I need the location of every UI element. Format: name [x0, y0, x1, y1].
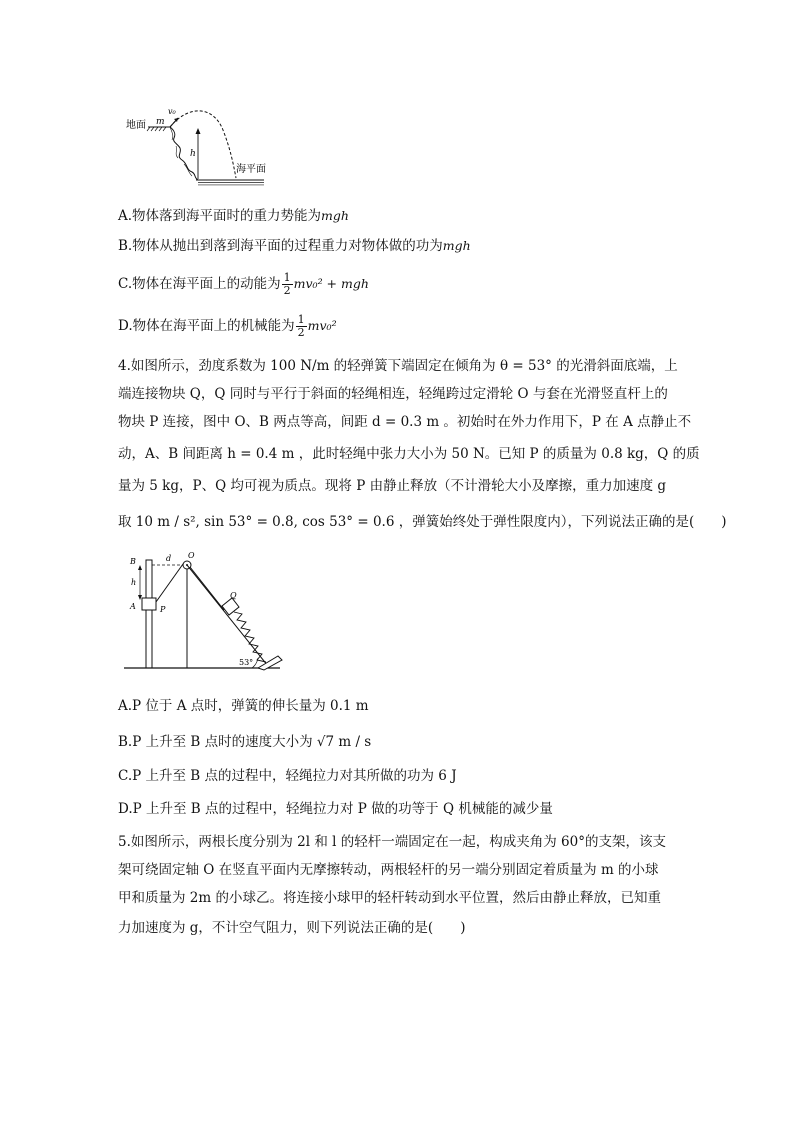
label-B: B	[130, 557, 136, 566]
q4-line-3: 物块 P 连接，图中 O、B 两点等高，间距 d = 0.3 m 。初始时在外力作用下，P 在 A 点静止不	[118, 414, 692, 430]
label-sea-level: 海平面	[236, 164, 266, 175]
q3-option-a-text: A.物体落到海平面时的重力势能为	[118, 208, 322, 224]
q3-option-c-text: C.物体在海平面上的动能为	[118, 276, 281, 292]
q4-option-c: C.P 上升至 B 点的过程中，轻绳拉力对其所做的功为 6 J	[118, 768, 457, 784]
label-height: h	[190, 149, 196, 159]
label-ground: 地面	[126, 120, 146, 131]
fraction-numerator: 1	[297, 313, 305, 326]
q3-option-a-math: mgh	[321, 208, 349, 223]
label-P: P	[160, 605, 166, 614]
q3-option-c-math: mv₀² + mgh	[293, 276, 369, 291]
q4-option-b: B.P 上升至 B 点时的速度大小为 √7 m / s	[118, 734, 372, 750]
q3-option-c-fraction	[282, 272, 293, 297]
figure-pulley-incline	[118, 548, 288, 678]
q3-option-b-math: mgh	[442, 238, 471, 253]
q5-line-4: 力加速度为 g，不计空气阻力，则下列说法正确的是( )	[118, 920, 466, 936]
q4-line-5: 量为 5 kg，P、Q 均可视为质点。现将 P 由静止释放（不计滑轮大小及摩擦，重力加速度 g	[118, 478, 667, 494]
q4-line-1: 4.如图所示，劲度系数为 100 N/m 的轻弹簧下端固定在倾角为 θ = 53° 的光滑斜面底端，上	[118, 358, 678, 374]
q4-option-a: A.P 位于 A 点时，弹簧的伸长量为 0.1 m	[118, 698, 369, 714]
q4-line-4: 动，A、B 间距离 h = 0.4 m ，此时轻绳中张力大小为 50 N。已知 P 的质量为 0.8 kg，Q 的质	[118, 446, 700, 462]
q5-line-3: 甲和质量为 2m 的小球乙。将连接小球甲的轻杆转动到水平位置，然后由静止释放，已知重	[118, 890, 661, 906]
q3-option-b	[118, 236, 471, 256]
fraction-denominator: 2	[283, 284, 291, 297]
label-v0: v₀	[168, 107, 176, 116]
label-Q: Q	[230, 591, 237, 600]
fraction-numerator: 1	[283, 271, 291, 284]
q4-line-2: 端连接物块 Q，Q 同时与平行于斜面的轻绳相连，轻绳跨过定滑轮 O 与套在光滑竖直杆上的	[118, 386, 668, 402]
q3-option-d-fraction	[296, 314, 307, 339]
q4-option-d: D.P 上升至 B 点的过程中，轻绳拉力对 P 做的功等于 Q 机械能的减少量	[118, 801, 553, 817]
q3-option-d	[118, 312, 337, 340]
q4-line-6: 取 10 m / s², sin 53° = 0.8, cos 53° = 0.6 ，弹簧始终处于弹性限度内），下列说法正确的是( )	[118, 514, 727, 530]
fraction-denominator: 2	[297, 326, 305, 339]
label-O: O	[188, 551, 195, 560]
label-angle: 53°	[239, 658, 254, 667]
q3-option-d-math: mv₀²	[307, 318, 337, 333]
q5-line-2: 架可绕固定轴 O 在竖直平面内无摩擦转动，两根轻杆的另一端分别固定着质量为 m 的小球	[118, 862, 659, 878]
label-mass: m	[156, 117, 165, 127]
figure-cliff-projectile	[118, 100, 278, 190]
q3-option-d-text: D.物体在海平面上的机械能为	[118, 318, 295, 334]
q5-line-1: 5.如图所示，两根长度分别为 2l 和 l 的轻杆一端固定在一起，构成夹角为 60°的支架，该支	[118, 834, 666, 850]
q3-option-c	[118, 270, 369, 298]
q3-option-a	[118, 206, 349, 226]
label-h: h	[131, 578, 137, 587]
q3-option-b-text: B.物体从抛出到落到海平面的过程重力对物体做的功为	[118, 238, 443, 254]
label-d: d	[166, 554, 172, 563]
label-A: A	[130, 602, 136, 611]
